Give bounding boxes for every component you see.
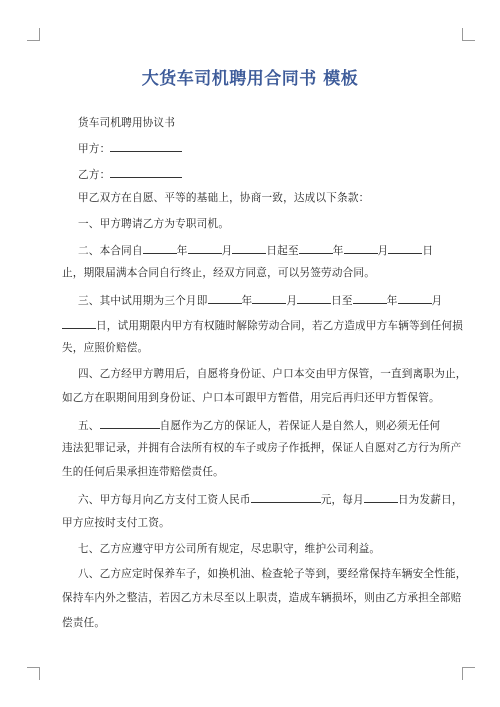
- clause-4-line-2: 如乙方在职期间用到身份证、户口本可跟甲方暂借，用完后再归还甲方暂保管。: [62, 392, 440, 404]
- clause-3-text: 月: [431, 295, 443, 307]
- party-a-label: 甲方：: [78, 143, 111, 155]
- clause-8-line-2: 保持车内外之整洁，若因乙方未尽至以上职责，造成车辆损坏，则由乙方承担全部赔: [62, 592, 462, 604]
- clause-6-line-2: 甲方应按时支付工资。: [62, 517, 170, 529]
- clause-3-text: 三、其中试用期为三个月即: [78, 295, 208, 307]
- clause-3-text: 日，试用期限内甲方有权随时解除劳动合同，若乙方造成甲方车辆等到任何损: [96, 320, 463, 332]
- blank: [353, 292, 387, 304]
- clause-2-text: 日: [422, 245, 434, 257]
- clause-5-text: 五、: [78, 420, 100, 432]
- clause-3-line-3: 失，应照价赔偿。: [62, 342, 149, 354]
- clause-5-line-1: [78, 417, 463, 433]
- clause-6-text: 日为发薪日，: [397, 494, 463, 506]
- document-title: 大货车司机聘用合同书 模板: [141, 69, 359, 89]
- clause-5-line-2: 违法犯罪记录，并拥有合法所有权的车子或房子作抵押，保证人自愿对乙方行为所产: [62, 442, 462, 454]
- blank: [297, 292, 331, 304]
- blank: [299, 242, 333, 254]
- party-a-line: [78, 140, 463, 156]
- blank: [62, 317, 96, 329]
- clause-5-line-3: 生的任何后果承担连带赔偿责任。: [62, 466, 224, 478]
- payday-blank: [364, 491, 398, 503]
- clause-3-text: 年: [241, 295, 253, 307]
- party-b-label: 乙方：: [78, 169, 111, 181]
- clause-6-text: 六、甲方每月向乙方支付工资人民币: [78, 494, 251, 506]
- page-corner-mark-top-right: [462, 28, 475, 41]
- blank: [388, 242, 422, 254]
- clause-2-text: 二、本合同自: [78, 245, 143, 257]
- clause-2-text: 年: [176, 245, 188, 257]
- clause-1: 一、甲方聘请乙方为专职司机。: [78, 218, 230, 230]
- clause-6-line-1: [78, 491, 463, 507]
- clause-2-text: 日起至: [266, 245, 299, 257]
- blank: [398, 292, 432, 304]
- clause-3-line-2: [62, 317, 463, 333]
- blank: [252, 292, 286, 304]
- clause-3-text: 日至: [331, 295, 353, 307]
- clause-4-line-1: 四、乙方经甲方聘用后，自愿将身份证、户口本交由甲方保管，一直到离职为止，: [78, 368, 467, 380]
- clause-3-text: 月: [286, 295, 298, 307]
- clause-3-line-1: [78, 292, 463, 308]
- page-corner-mark-bottom-right: [462, 667, 475, 680]
- blank: [344, 242, 378, 254]
- clause-2-text: 月: [377, 245, 389, 257]
- clause-6-text: 元，每月: [320, 494, 364, 506]
- clause-8-line-1: 八、乙方应定时保养车子，如换机油、检查轮子等到，要经常保持车辆安全性能，: [78, 568, 467, 580]
- blank: [208, 292, 242, 304]
- clause-2-text: 月: [221, 245, 233, 257]
- clause-3-text: 年: [386, 295, 398, 307]
- clause-8-line-3: 偿责任。: [62, 617, 106, 629]
- blank: [232, 242, 266, 254]
- clause-7: 七、乙方应遵守甲方公司所有规定，尽忠职守，维护公司利益。: [78, 543, 381, 555]
- clause-5-text: 自愿作为乙方的保证人，若保证人是自然人，则必须无任何: [159, 420, 441, 432]
- preamble: 甲乙双方在自愿、平等的基础上，协商一致，达成以下条款：: [78, 192, 370, 204]
- blank: [143, 242, 177, 254]
- party-a-blank: [110, 140, 182, 152]
- page-corner-mark-bottom-left: [27, 667, 40, 680]
- blank: [188, 242, 222, 254]
- clause-2-text: 年: [332, 245, 344, 257]
- guarantor-blank: [100, 417, 160, 429]
- agreement-subtitle: 货车司机聘用协议书: [78, 117, 176, 129]
- clause-2-line-1: [78, 242, 463, 258]
- salary-blank: [251, 491, 321, 503]
- party-b-line: [78, 166, 463, 182]
- clause-2-line-2: 止，期限届满本合同自行终止，经双方同意，可以另签劳动合同。: [62, 267, 376, 279]
- page-corner-mark-top-left: [27, 28, 40, 41]
- party-b-blank: [110, 166, 182, 178]
